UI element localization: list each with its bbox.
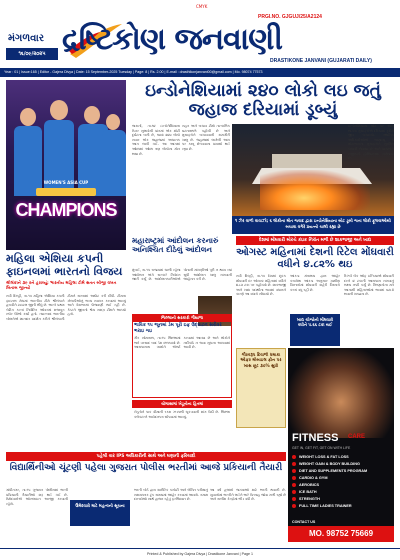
fitness-contact-number[interactable]: MO. 98752 75669	[288, 526, 394, 542]
ips-banner: પહેલી વાર IPS અધિકારીની સાથે અને ઘણાની ફરિયાદો	[6, 452, 286, 461]
asia-cup-headline[interactable]: મહિલા એશિયા કપની ફાઇનલમાં ભારતનો વિજય	[6, 252, 123, 278]
prgi-number: PRGI.NO. GJGUJ/25/A2124	[258, 14, 322, 20]
dam-story-headline[interactable]: ભાવિક ૧૫ જૂનમાં ડેમ પૂરો ઇફ ઉદ્ઘાટન સરોવર ભરાઇ ગઇ	[134, 323, 222, 334]
issue-meta-bar: Year : 01 | Issue:165 | Editor - Gajera Divya | Date: 15 September-2025 Tuesday | Page: 8 | Rs. 2.00 | E-mail : drasthikonjanvani00@gmail.com | Mo. 98074 77573	[0, 68, 400, 77]
asia-cup-body: નવી દિલ્હી, તા.૧૫ મહિલા એશિયા કપની ફાઇનલ મેચમાં ભારતીય ટીમે શ્રીલંકાને હરાવીને ટાઇટલ જીતી લીધું છે. ભારતે પ્રથમ બેટિંગ કરતાં નિર્ધારિત ઓવરમાં મજબૂત સ્કોર ઊભો કર્યો હતો. ત્યારબાદ ભારતીય બોલરોએ શાનદાર પ્રદર્શન કરીને શ્રીલંકાની ટીમને સસ્તામાં આઉટ કરી દીધી. ટીમના ખેલાડીઓનું ભવ્ય સ્વાગત કરવામાં આવ્યું અને દેશભરમાં ઉજવણી થઈ રહી છે. કેપ્ટને જીતનો શ્રેય સમગ્ર ટીમને આપ્યો હતો.	[6, 294, 126, 321]
maharashtra-body: મુંબઈ, તા.૧૫ રાજ્યમાં ચાલી રહેલા આંદોલન અંગે સરકારે નિવેદન જારી કર્યું છે. આંદોલનકારીઓએ પોતાની માંગણીઓ પૂરી ન થાય ત્યાં સુધી આંદોલન ચાલુ રાખવાની જાહેરાત કરી છે.	[132, 268, 232, 282]
local-date: ૧૬/૦૯/૨૦૨૫	[6, 48, 58, 60]
bullet-icon	[292, 462, 296, 466]
police-recruitment-headline[interactable]: વિદ્યાર્થિનીઓ ચૂંટણી પહેલા ગુજરાત પોલીસ ભરતીમાં આજે પ્રકિયાની તૈયારી	[9, 463, 283, 473]
inflation-body-2: આંકડા મંત્રાલય દ્વારા જાહેર કરાયેલા આંકડા અનુસાર ગ્રામીણ વિસ્તારોમાં મોંઘવારી શહેરી વિસ્તારો કરતાં વધુ રહી છે.	[290, 274, 340, 292]
lead-right-column: ઇન્ડોનેશિયામાં બોટ પર આગ લાગતા મુસાફરોએ દરિયામાં કૂદીને જીવ બચાવ્યો. સ્થાનિક અધિકારીઓએ જણાવ્યું કે મોટાભાગના મુસાફરોને સુરક્ષિત બચાવી લેવાયા છે અને ઘાયલોને નજીકની હોસ્પિટલમાં ખસેડાયા છે.	[348, 124, 394, 161]
asia-cup-subhead: શ્રીલંકાને ૩૯ રને હરાવ્યું; ભારતીય મહિલા ટીમે સતત બીજી વખત ખિતાબ જીત્યો	[6, 280, 117, 291]
bullet-icon	[292, 504, 296, 508]
fitness-ad-title: FITNESS	[292, 432, 339, 444]
fitness-service-item: ICE BATH	[292, 489, 392, 496]
dam-story-label: જિલ્લાની સરકારી ગૌશાળા	[132, 314, 232, 322]
lead-body-column-1: જકાર્તા, તા.૧૪ ઇન્ડોનેશિયાના ઉત્તર સુલાવેસી પ્રાંતમાં એક મોટી દુર્ઘટના બની છે, જ્યાં ૨૪૦ લોકો સવાર એક જહાજમાં અચાનક આગ લાગી ગઈ. આ આગમાં ઓછામાં ઓછા ત્રણ લોકોના મોત થયા છે.	[132, 124, 180, 156]
inflation-headline[interactable]: ઓગસ્ટ મહિનામાં દેશની રિટેલ મોંઘવારી વધીને ૪.૮૨% થઇ	[236, 247, 394, 270]
bullet-icon	[292, 476, 296, 480]
newspaper-title: દ્રષ્ટિકોણ જનવાણી	[62, 22, 282, 57]
fitness-service-item: FULL TIME LADIES TRAINER	[292, 503, 392, 510]
weekday: મંગળવાર	[8, 33, 45, 44]
page-footer: Printed & Published by Gajera Divya | Drastikone Janvani | Page 1	[0, 548, 400, 560]
bullet-icon	[292, 455, 296, 459]
inflation-highlight-box: ખાદ્ય ચીજોની મોંઘવારી વધીને ૫.૬૬ ટકા થઈ	[290, 314, 340, 346]
inflation-banner: દેશમાં મોંઘવારી મોરચે કંઇક નિરાંત મળી છે શાકભાજી અને ખાદ્ય	[236, 236, 394, 245]
bullet-icon	[292, 469, 296, 473]
fitness-service-item: WEIGHT GAIN & BODY BUILDING	[292, 461, 392, 468]
lead-headline[interactable]: ઇન્ડોનેશિયામાં ૨૪૦ લોકો લઇ જતું જહાજ દરિયામાં ડૂબ્યું	[145, 81, 381, 120]
police-body-4: આ વર્ષે હજારો જગ્યાઓ માટે ભરતી થવાની છે. યુવાનોમાં ભરતીને લઈને ભારે ઉત્સાહ જોવા મળી રહ્યો છે અને તાલીમ કેન્દ્રોમાં ભીડ વધી છે.	[210, 488, 286, 502]
police-body-1: ગાંધીનગર, તા.૧૫ ગુજરાત પોલીસમાં ભરતી પ્રક્રિયાની તૈયારીઓ શરૂ થઈ ગઈ છે. ઉમેદવારોએ ઓનલાઇન અરજી કરવાની રહેશે.	[6, 488, 68, 506]
fitness-services-list	[292, 454, 392, 510]
farmers-story-label: ચોમાસામાં ખેડૂતોના હિતમાં	[132, 400, 232, 408]
fitness-ad-tagline: GET IN, GET FIT, GET ON WITH LIFE	[292, 446, 351, 450]
bullet-icon	[292, 497, 296, 501]
fitness-service-item: AEROBICS	[292, 482, 392, 489]
fitness-service-item: DIET AND SUPPLEMENTS PROGRAM	[292, 468, 392, 475]
bullet-icon	[292, 490, 296, 494]
newspaper-subtitle: DRASTIKONE JANVANI (GUJARATI DAILY)	[270, 58, 372, 64]
dam-story-body: ગીર સોમનાથ, તા.૧૫ જિલ્લામાં ભારે વરસાદ બાદ ડેમ છલકાયો છે. આસપાસના ગામોને એલર્ટ કરવામાં આવ્યા છે અને લોકોને નદીકાંઠે ન જવા સૂચના આપવામાં આવી છે.	[134, 336, 230, 350]
lead-body-column-2: રાહત અને બચાવ ટીમો તાત્કાલિક ઘટનાસ્થળે પહોંચી છે અને મુસાફરોને બચાવવાની કામગીરી ચાલુ છે. જહાજમાં લાગેલી આગ પર કાબૂ મેળવવાના પ્રયાસો થઈ રહ્યા છે.	[182, 124, 230, 151]
fitness-service-item: CARDIO & GYM	[292, 475, 392, 482]
fitness-contact-label: CONTACT US	[292, 520, 316, 524]
maharashtra-headline[interactable]: મહારાષ્ટ્રમાં આંદોલન કરનારું અનિશ્ચિત દીઠેલું આંદોલન	[132, 236, 219, 254]
inflation-body-3: રિઝર્વ બેંક ઓફ ઇન્ડિયાએ મોંઘવારી દરને ૪ ટકાની આસપાસ રાખવાનું લક્ષ્ય નક્કી કર્યું છે. નિષ્ણાતોના મતે આગામી મહિનાઓમાં ભાવમાં ઘટાડો થવાની શક્યતા છે.	[344, 274, 394, 297]
fitness-ad-brand: CARE	[348, 434, 366, 440]
print-registration-mark: CMYK	[196, 4, 208, 9]
bodybuilder-photo	[288, 348, 394, 438]
police-body-3: ભરતી બોર્ડ દ્વારા શારીરિક કસોટી અને લેખિત પરીક્ષાનું સમયપત્રક ટૂંક સમયમાં જાહેર કરવામાં આવશે. તમામ દસ્તાવેજો સાથે હાજર રહેવું ફરજિયાત છે.	[134, 488, 208, 502]
photo-sub-overlay: WOMEN'S ASIA CUP	[43, 180, 89, 185]
inflation-body-1: નવી દિલ્હી, તા.૧૫ દેશમાં છૂટક મોંઘવારી દર ઓગસ્ટ મહિનામાં વધીને ૪.૮૨ ટકા પર પહોંચ્યો છે. શાકભાજી અને ખાદ્ય પદાર્થોના ભાવમાં વધારાને કારણે આ વધારો નોંધાયો છે.	[236, 274, 286, 297]
fitness-service-item: STRENGTH	[292, 496, 392, 503]
bullet-icon	[292, 483, 296, 487]
trophy-icon	[36, 188, 96, 196]
ship-photo-caption: ૧ ઝેર વાળી વાવાઝો; ૬ લોકોના મોત જવાદ દ્વારા ઇન્ડોનેશિયાના બોટ ડૂબી જતા લોકો ફૂલવાઓથી બચાવા વગેરે પ્રયત્નો ચાલી રહ્યા છે	[232, 216, 394, 234]
sale-ad-text: ગૌરવરૂપ દિવાળી ધમાકા ઓફર મોબાઇલ ફોન પર ખાસ છૂટ ૩૦% સુધી	[240, 352, 282, 368]
police-highlight-box: ઉમેદવારો માટે મહત્વની સૂચના	[70, 500, 130, 526]
champions-photo	[6, 80, 126, 250]
fitness-service-item: WEIGHT LOSS & FAT LOSS	[292, 454, 392, 461]
champions-overlay-text: CHAMPIONS	[15, 200, 117, 220]
farmers-story-body: ખેડૂતોને પાક વીમાની રકમ ઝડપથી ચૂકવવાની માંગ ઉઠી છે. જિલ્લા કલેક્ટરને આવેદનપત્ર સોંપવામાં આવ્યું.	[134, 410, 230, 419]
